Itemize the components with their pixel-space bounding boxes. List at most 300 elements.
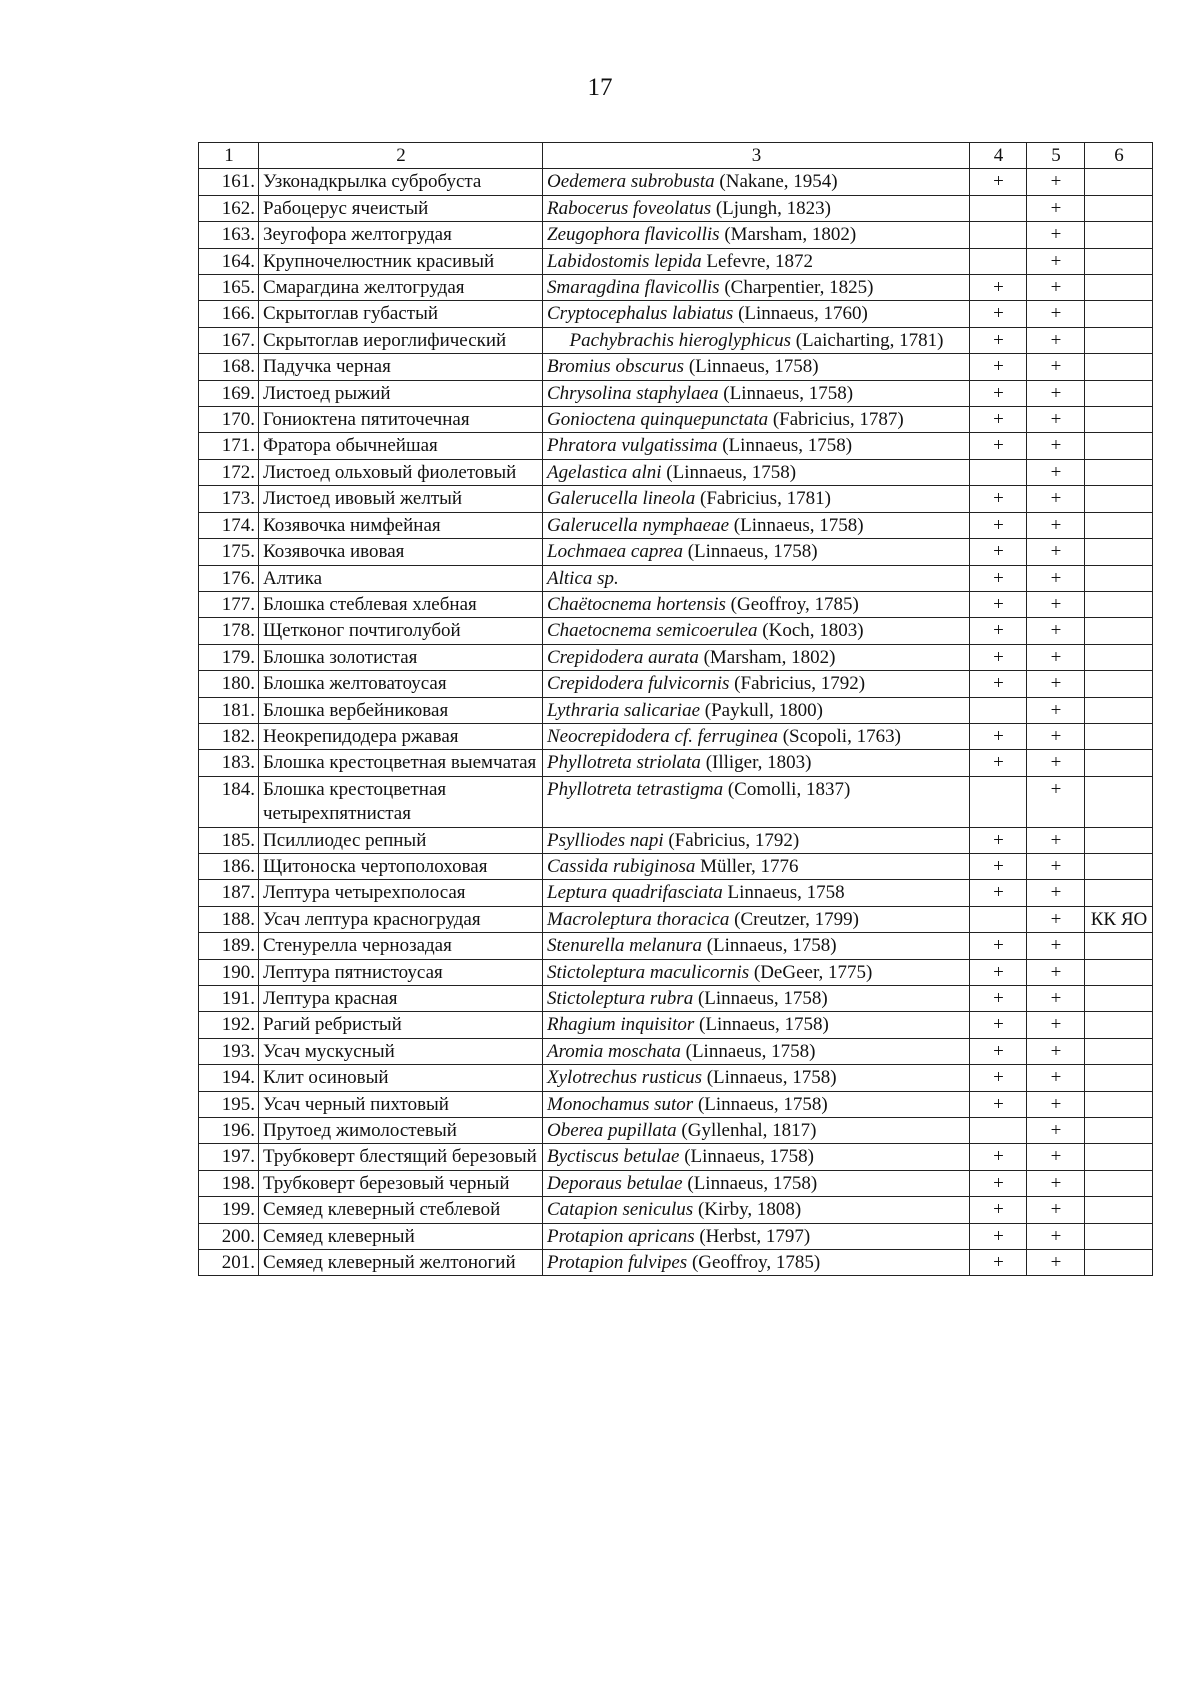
row-number: 184. bbox=[199, 776, 259, 827]
column-6-note bbox=[1085, 565, 1153, 591]
column-5-mark: + bbox=[1027, 671, 1085, 697]
table-row bbox=[199, 1038, 1153, 1064]
author-year: (Laicharting, 1781) bbox=[790, 329, 944, 351]
latin-name: Byctiscus betulae bbox=[547, 1146, 680, 1168]
column-5-mark: + bbox=[1027, 591, 1085, 617]
latin-name-cell bbox=[543, 327, 970, 353]
column-4-mark: + bbox=[970, 354, 1027, 380]
latin-name-cell bbox=[543, 853, 970, 879]
row-number: 175. bbox=[199, 539, 259, 565]
author-year: (Marsham, 1802) bbox=[698, 646, 836, 668]
column-4-mark: + bbox=[970, 1223, 1027, 1249]
row-number: 183. bbox=[199, 750, 259, 776]
column-5-mark: + bbox=[1027, 644, 1085, 670]
column-5-mark: + bbox=[1027, 933, 1085, 959]
table-row bbox=[199, 275, 1153, 301]
russian-name: Лептура красная bbox=[259, 986, 543, 1012]
column-header: 1 bbox=[199, 143, 259, 169]
russian-name: Козявочка нимфейная bbox=[259, 512, 543, 538]
table-row bbox=[199, 327, 1153, 353]
latin-name: Protapion fulvipes bbox=[547, 1252, 688, 1274]
column-5-mark: + bbox=[1027, 222, 1085, 248]
row-number: 188. bbox=[199, 906, 259, 932]
russian-name: Крупночелюстник красивый bbox=[259, 248, 543, 274]
column-5-mark: + bbox=[1027, 986, 1085, 1012]
author-year: (Linnaeus, 1758) bbox=[682, 1172, 818, 1194]
latin-name: Phyllotreta striolata bbox=[547, 752, 701, 774]
column-5-mark: + bbox=[1027, 169, 1085, 195]
header-row bbox=[199, 143, 1153, 169]
russian-name: Блошка стеблевая хлебная bbox=[259, 591, 543, 617]
column-5-mark: + bbox=[1027, 565, 1085, 591]
latin-name-cell bbox=[543, 459, 970, 485]
author-year: Linnaeus, 1758 bbox=[722, 882, 845, 904]
column-4-mark: + bbox=[970, 723, 1027, 749]
latin-name: Catapion seniculus bbox=[547, 1199, 694, 1221]
column-5-mark: + bbox=[1027, 750, 1085, 776]
author-year: (Paykull, 1800) bbox=[700, 699, 823, 721]
author-year: (Linnaeus, 1758) bbox=[729, 514, 864, 536]
latin-name-cell bbox=[543, 195, 970, 221]
latin-name-cell bbox=[543, 1038, 970, 1064]
column-6-note bbox=[1085, 1170, 1153, 1196]
author-year: (Creutzer, 1799) bbox=[729, 908, 859, 930]
latin-name-cell bbox=[543, 880, 970, 906]
latin-name: Cassida rubiginosa bbox=[547, 855, 696, 877]
column-6-note bbox=[1085, 644, 1153, 670]
latin-name-cell bbox=[543, 959, 970, 985]
russian-name: Листоед рыжий bbox=[259, 380, 543, 406]
table-row bbox=[199, 697, 1153, 723]
table-row bbox=[199, 1144, 1153, 1170]
latin-name: Phratora vulgatissima bbox=[547, 435, 718, 457]
latin-name: Oberea pupillata bbox=[547, 1120, 677, 1142]
column-4-mark: + bbox=[970, 880, 1027, 906]
author-year: (Nakane, 1954) bbox=[714, 171, 838, 193]
column-4-mark: + bbox=[970, 591, 1027, 617]
column-4-mark: + bbox=[970, 1250, 1027, 1276]
latin-name-cell bbox=[543, 1250, 970, 1276]
latin-name-cell bbox=[543, 697, 970, 723]
column-4-mark: + bbox=[970, 327, 1027, 353]
row-number: 186. bbox=[199, 853, 259, 879]
latin-name-cell bbox=[543, 671, 970, 697]
column-4-mark bbox=[970, 906, 1027, 932]
russian-name: Козявочка ивовая bbox=[259, 539, 543, 565]
row-number: 179. bbox=[199, 644, 259, 670]
russian-name: Щитоноска чертополоховая bbox=[259, 853, 543, 879]
column-6-note bbox=[1085, 195, 1153, 221]
russian-name: Неокрепидодера ржавая bbox=[259, 723, 543, 749]
column-4-mark: + bbox=[970, 301, 1027, 327]
latin-name: Phyllotreta tetrastigma bbox=[547, 778, 724, 800]
latin-name-cell bbox=[543, 354, 970, 380]
latin-name: Psylliodes napi bbox=[547, 829, 664, 851]
russian-name: Лептура пятнистоусая bbox=[259, 959, 543, 985]
table-row bbox=[199, 195, 1153, 221]
row-number: 176. bbox=[199, 565, 259, 591]
table-row bbox=[199, 723, 1153, 749]
author-year: (Ljungh, 1823) bbox=[711, 197, 831, 219]
latin-name-cell bbox=[543, 1170, 970, 1196]
column-6-note bbox=[1085, 354, 1153, 380]
latin-name-cell bbox=[543, 827, 970, 853]
latin-name-cell bbox=[543, 539, 970, 565]
table-row bbox=[199, 591, 1153, 617]
column-6-note bbox=[1085, 723, 1153, 749]
russian-name: Смарагдина желтогрудая bbox=[259, 275, 543, 301]
latin-name: Labidostomis lepida bbox=[547, 250, 702, 272]
table-row bbox=[199, 1223, 1153, 1249]
latin-name: Gonioctena quinquepunctata bbox=[547, 409, 769, 431]
author-year: (Linnaeus, 1758) bbox=[693, 1093, 828, 1115]
latin-name-cell bbox=[543, 986, 970, 1012]
latin-name: Smaragdina flavicollis bbox=[547, 277, 720, 299]
latin-name-cell bbox=[543, 565, 970, 591]
row-number: 172. bbox=[199, 459, 259, 485]
latin-name-cell bbox=[543, 776, 970, 827]
latin-name-cell bbox=[543, 433, 970, 459]
latin-name: Xylotrechus rusticus bbox=[547, 1067, 702, 1089]
column-4-mark: + bbox=[970, 1144, 1027, 1170]
table-row bbox=[199, 1197, 1153, 1223]
latin-name-cell bbox=[543, 1223, 970, 1249]
column-4-mark: + bbox=[970, 986, 1027, 1012]
author-year: Lefevre, 1872 bbox=[701, 250, 813, 272]
column-5-mark: + bbox=[1027, 380, 1085, 406]
column-6-note bbox=[1085, 591, 1153, 617]
table-row bbox=[199, 169, 1153, 195]
column-5-mark: + bbox=[1027, 723, 1085, 749]
table-row bbox=[199, 644, 1153, 670]
row-number: 169. bbox=[199, 380, 259, 406]
row-number: 193. bbox=[199, 1038, 259, 1064]
latin-name: Monochamus sutor bbox=[547, 1093, 694, 1115]
column-4-mark bbox=[970, 459, 1027, 485]
author-year: (Charpentier, 1825) bbox=[719, 277, 874, 299]
row-number: 198. bbox=[199, 1170, 259, 1196]
column-6-note bbox=[1085, 853, 1153, 879]
table-row bbox=[199, 880, 1153, 906]
column-4-mark: + bbox=[970, 539, 1027, 565]
column-5-mark: + bbox=[1027, 1223, 1085, 1249]
author-year: (Koch, 1803) bbox=[757, 620, 864, 642]
author-year: (Linnaeus, 1758) bbox=[718, 382, 854, 404]
column-4-mark: + bbox=[970, 380, 1027, 406]
latin-name: Neocrepidodera cf. ferruginea bbox=[547, 725, 778, 747]
latin-name: Crepidodera aurata bbox=[547, 646, 699, 668]
author-year: (Linnaeus, 1758) bbox=[661, 461, 797, 483]
author-year: (Linnaeus, 1758) bbox=[717, 435, 853, 457]
table-row bbox=[199, 959, 1153, 985]
russian-name: Усач мускусный bbox=[259, 1038, 543, 1064]
column-6-note bbox=[1085, 959, 1153, 985]
table-row bbox=[199, 1091, 1153, 1117]
table-row bbox=[199, 459, 1153, 485]
latin-name-cell bbox=[543, 1012, 970, 1038]
latin-name: Macroleptura thoracica bbox=[547, 908, 730, 930]
row-number: 170. bbox=[199, 407, 259, 433]
column-6-note bbox=[1085, 1250, 1153, 1276]
table-row bbox=[199, 986, 1153, 1012]
column-6-note bbox=[1085, 1012, 1153, 1038]
table-row bbox=[199, 827, 1153, 853]
column-4-mark: + bbox=[970, 827, 1027, 853]
column-4-mark: + bbox=[970, 959, 1027, 985]
column-header: 4 bbox=[970, 143, 1027, 169]
russian-name: Скрытоглав губастый bbox=[259, 301, 543, 327]
russian-name: Падучка черная bbox=[259, 354, 543, 380]
latin-name-cell bbox=[543, 1197, 970, 1223]
column-6-note bbox=[1085, 459, 1153, 485]
latin-name-cell bbox=[543, 248, 970, 274]
latin-name: Rabocerus foveolatus bbox=[547, 197, 712, 219]
row-number: 181. bbox=[199, 697, 259, 723]
column-6-note bbox=[1085, 1118, 1153, 1144]
russian-name: Блошка вербейниковая bbox=[259, 697, 543, 723]
author-year: (Linnaeus, 1758) bbox=[693, 988, 828, 1009]
russian-name: Зеугофора желтогрудая bbox=[259, 222, 543, 248]
column-6-note bbox=[1085, 301, 1153, 327]
column-6-note bbox=[1085, 433, 1153, 459]
russian-name: Прутоед жимолостевый bbox=[259, 1118, 543, 1144]
latin-name: Chrysolina staphylaea bbox=[547, 382, 719, 404]
column-5-mark: + bbox=[1027, 1144, 1085, 1170]
author-year: (Geoffroy, 1785) bbox=[725, 593, 859, 615]
latin-name-cell bbox=[543, 1091, 970, 1117]
latin-name: Rhagium inquisitor bbox=[547, 1014, 695, 1036]
author-year: (Marsham, 1802) bbox=[719, 224, 857, 246]
latin-name-cell bbox=[543, 591, 970, 617]
latin-name: Chaëtocnema hortensis bbox=[547, 593, 726, 615]
column-4-mark: + bbox=[970, 433, 1027, 459]
row-number: 166. bbox=[199, 301, 259, 327]
russian-name: Клит осиновый bbox=[259, 1065, 543, 1091]
column-4-mark: + bbox=[970, 1197, 1027, 1223]
russian-name: Усач лептура красногрудая bbox=[259, 906, 543, 932]
russian-name: Усач черный пихтовый bbox=[259, 1091, 543, 1117]
column-4-mark: + bbox=[970, 275, 1027, 301]
column-4-mark bbox=[970, 222, 1027, 248]
column-4-mark: + bbox=[970, 933, 1027, 959]
column-4-mark: + bbox=[970, 169, 1027, 195]
latin-name: Zeugophora flavicollis bbox=[547, 224, 720, 246]
russian-name: Псиллиодес репный bbox=[259, 827, 543, 853]
column-6-note bbox=[1085, 1223, 1153, 1249]
table-row bbox=[199, 380, 1153, 406]
row-number: 201. bbox=[199, 1250, 259, 1276]
column-6-note bbox=[1085, 512, 1153, 538]
latin-name-cell bbox=[543, 380, 970, 406]
latin-name: Lochmaea caprea bbox=[547, 541, 683, 563]
row-number: 177. bbox=[199, 591, 259, 617]
column-4-mark bbox=[970, 248, 1027, 274]
latin-name-cell bbox=[543, 723, 970, 749]
latin-name: Cryptocephalus labiatus bbox=[547, 303, 734, 325]
latin-name: Stictoleptura rubra bbox=[547, 988, 694, 1009]
table-row bbox=[199, 248, 1153, 274]
row-number: 161. bbox=[199, 169, 259, 195]
russian-name: Блошка золотистая bbox=[259, 644, 543, 670]
row-number: 195. bbox=[199, 1091, 259, 1117]
column-6-note bbox=[1085, 275, 1153, 301]
author-year: (Scopoli, 1763) bbox=[777, 725, 901, 747]
column-5-mark: + bbox=[1027, 275, 1085, 301]
column-5-mark: + bbox=[1027, 1197, 1085, 1223]
latin-name-cell bbox=[543, 906, 970, 932]
row-number: 171. bbox=[199, 433, 259, 459]
column-4-mark: + bbox=[970, 407, 1027, 433]
latin-name-cell bbox=[543, 222, 970, 248]
latin-name: Pachybrachis hieroglyphicus bbox=[569, 329, 791, 351]
latin-name: Oedemera subrobusta bbox=[547, 171, 715, 193]
column-5-mark: + bbox=[1027, 301, 1085, 327]
latin-name-cell bbox=[543, 1118, 970, 1144]
russian-name: Трубковерт блестящий березовый bbox=[259, 1144, 543, 1170]
column-6-note bbox=[1085, 618, 1153, 644]
table-row bbox=[199, 1012, 1153, 1038]
latin-name-cell bbox=[543, 169, 970, 195]
author-year: (Linnaeus, 1758) bbox=[682, 541, 818, 563]
table-row bbox=[199, 1118, 1153, 1144]
column-6-note bbox=[1085, 248, 1153, 274]
russian-name: Рабоцерус ячеистый bbox=[259, 195, 543, 221]
table-body bbox=[199, 169, 1153, 1276]
russian-name: Семяед клеверный bbox=[259, 1223, 543, 1249]
column-6-note bbox=[1085, 986, 1153, 1012]
author-year: (Linnaeus, 1758) bbox=[701, 935, 837, 957]
column-6-note bbox=[1085, 827, 1153, 853]
row-number: 185. bbox=[199, 827, 259, 853]
column-6-note bbox=[1085, 1038, 1153, 1064]
row-number: 196. bbox=[199, 1118, 259, 1144]
column-6-note bbox=[1085, 1065, 1153, 1091]
row-number: 197. bbox=[199, 1144, 259, 1170]
author-year: (Fabricius, 1792) bbox=[663, 829, 800, 851]
column-5-mark: + bbox=[1027, 433, 1085, 459]
table-row bbox=[199, 618, 1153, 644]
table-row bbox=[199, 539, 1153, 565]
latin-name-cell bbox=[543, 486, 970, 512]
column-5-mark: + bbox=[1027, 539, 1085, 565]
author-year: (Comolli, 1837) bbox=[723, 778, 851, 800]
row-number: 180. bbox=[199, 671, 259, 697]
author-year: (Linnaeus, 1758) bbox=[680, 1040, 816, 1062]
russian-name: Алтика bbox=[259, 565, 543, 591]
latin-name-cell bbox=[543, 275, 970, 301]
russian-name: Семяед клеверный желтоногий bbox=[259, 1250, 543, 1276]
column-5-mark: + bbox=[1027, 906, 1085, 932]
russian-name: Узконадкрылка субробуста bbox=[259, 169, 543, 195]
latin-name-cell bbox=[543, 512, 970, 538]
column-4-mark: + bbox=[970, 1038, 1027, 1064]
column-4-mark bbox=[970, 1118, 1027, 1144]
latin-name: Aromia moschata bbox=[547, 1040, 681, 1062]
table-row bbox=[199, 1170, 1153, 1196]
column-4-mark: + bbox=[970, 644, 1027, 670]
column-4-mark: + bbox=[970, 512, 1027, 538]
latin-name-cell bbox=[543, 618, 970, 644]
table-row bbox=[199, 671, 1153, 697]
column-5-mark: + bbox=[1027, 959, 1085, 985]
table-row bbox=[199, 354, 1153, 380]
column-5-mark: + bbox=[1027, 512, 1085, 538]
column-5-mark: + bbox=[1027, 1170, 1085, 1196]
author-year: (Linnaeus, 1760) bbox=[733, 303, 868, 325]
row-number: 162. bbox=[199, 195, 259, 221]
latin-name: Galerucella lineola bbox=[547, 488, 696, 510]
column-4-mark bbox=[970, 776, 1027, 827]
row-number: 182. bbox=[199, 723, 259, 749]
author-year: (Linnaeus, 1758) bbox=[679, 1146, 814, 1168]
latin-name-cell bbox=[543, 407, 970, 433]
species-table bbox=[198, 142, 1153, 1276]
author-year: Müller, 1776 bbox=[695, 855, 799, 877]
column-6-note bbox=[1085, 407, 1153, 433]
column-6-note bbox=[1085, 697, 1153, 723]
column-header: 6 bbox=[1085, 143, 1153, 169]
column-6-note bbox=[1085, 1144, 1153, 1170]
column-4-mark: + bbox=[970, 853, 1027, 879]
author-year: (DeGeer, 1775) bbox=[749, 961, 873, 983]
column-5-mark: + bbox=[1027, 827, 1085, 853]
column-4-mark: + bbox=[970, 1065, 1027, 1091]
author-year: (Fabricius, 1781) bbox=[695, 488, 831, 510]
author-year: (Herbst, 1797) bbox=[694, 1225, 811, 1247]
row-number: 164. bbox=[199, 248, 259, 274]
column-5-mark: + bbox=[1027, 1012, 1085, 1038]
column-4-mark bbox=[970, 195, 1027, 221]
column-4-mark: + bbox=[970, 1091, 1027, 1117]
table-row bbox=[199, 486, 1153, 512]
column-6-note bbox=[1085, 169, 1153, 195]
russian-name: Листоед ивовый желтый bbox=[259, 486, 543, 512]
column-4-mark: + bbox=[970, 671, 1027, 697]
russian-name: Блошка крестоцветная выемчатая bbox=[259, 750, 543, 776]
author-year: (Fabricius, 1787) bbox=[768, 409, 904, 431]
column-4-mark: + bbox=[970, 1012, 1027, 1038]
row-number: 200. bbox=[199, 1223, 259, 1249]
latin-name: Lythraria salicariae bbox=[547, 699, 701, 721]
russian-name: Семяед клеверный стеблевой bbox=[259, 1197, 543, 1223]
author-year: (Geoffroy, 1785) bbox=[687, 1252, 821, 1274]
russian-name: Блошка крестоцветная четырехпятнистая bbox=[259, 776, 543, 827]
column-6-note bbox=[1085, 380, 1153, 406]
column-header: 5 bbox=[1027, 143, 1085, 169]
table-row bbox=[199, 565, 1153, 591]
latin-name-cell bbox=[543, 750, 970, 776]
table-row bbox=[199, 1250, 1153, 1276]
russian-name: Фратора обычнейшая bbox=[259, 433, 543, 459]
column-5-mark: + bbox=[1027, 486, 1085, 512]
table-row bbox=[199, 853, 1153, 879]
column-5-mark: + bbox=[1027, 1118, 1085, 1144]
latin-name: Altica sp. bbox=[547, 567, 619, 589]
column-5-mark: + bbox=[1027, 1038, 1085, 1064]
latin-name: Protapion apricans bbox=[547, 1225, 695, 1247]
column-5-mark: + bbox=[1027, 853, 1085, 879]
row-number: 163. bbox=[199, 222, 259, 248]
table-row bbox=[199, 433, 1153, 459]
table-row bbox=[199, 512, 1153, 538]
column-6-note bbox=[1085, 776, 1153, 827]
row-number: 194. bbox=[199, 1065, 259, 1091]
column-4-mark: + bbox=[970, 565, 1027, 591]
column-4-mark: + bbox=[970, 618, 1027, 644]
russian-name: Скрытоглав иероглифический bbox=[259, 327, 543, 353]
column-header: 3 bbox=[543, 143, 970, 169]
column-4-mark: + bbox=[970, 750, 1027, 776]
